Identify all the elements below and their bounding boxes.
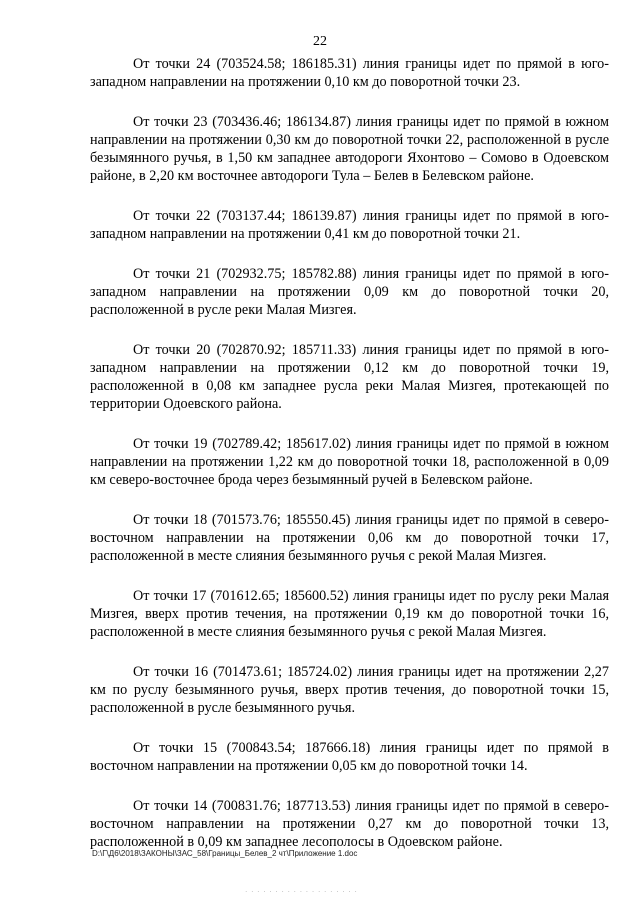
scan-artifact: · · · · · · · · · · · · · · · · · · · bbox=[245, 888, 358, 896]
paragraph: От точки 20 (702870.92; 185711.33) линия границы идет по прямой в юго-западном направлении на протяжении 0,12 км до поворотной точки 19, расположенной в 0,08 км западнее русла реки Малая Мизгея, протекающей по территории Одоевского района. bbox=[90, 342, 609, 412]
paragraph: От точки 22 (703137.44; 186139.87) линия границы идет по прямой в юго-западном направлении на протяжении 0,41 км до поворотной точки 21. bbox=[90, 208, 609, 242]
page-number: 22 bbox=[313, 34, 327, 49]
footer-file-path: D:\Г\Д6\2018\ЗАКОНЫ\ЗАС_58\Границы_Белев_2 чт\Приложение 1.doc bbox=[92, 849, 358, 858]
paragraph: От точки 21 (702932.75; 185782.88) линия границы идет по прямой в юго-западном направлении на протяжении 0,09 км до поворотной точки 20, расположенной в русле реки Малая Мизгея. bbox=[90, 266, 609, 318]
paragraph: От точки 16 (701473.61; 185724.02) линия границы идет на протяжении 2,27 км по руслу безымянного ручья, вверх против течения, до поворотной точки 15, расположенной в русле безымянного ручья. bbox=[90, 664, 609, 716]
paragraph: От точки 18 (701573.76; 185550.45) линия границы идет по прямой в северо-восточном направлении на протяжении 0,06 км до поворотной точки 17, расположенной в месте слияния безымянного ручья с рекой Малая Мизгея. bbox=[90, 512, 609, 564]
paragraph: От точки 24 (703524.58; 186185.31) линия границы идет по прямой в юго-западном направлении на протяжении 0,10 км до поворотной точки 23. bbox=[90, 56, 609, 90]
paragraph: От точки 14 (700831.76; 187713.53) линия границы идет по прямой в северо-восточном направлении на протяжении 0,27 км до поворотной точки 13, расположенной в 0,09 км западнее лесополосы в Одоевском районе. bbox=[90, 798, 609, 850]
paragraph: От точки 17 (701612.65; 185600.52) линия границы идет по руслу реки Малая Мизгея, вверх против течения, на протяжении 0,19 км до поворотной точки 16, расположенной в месте слияния безымянного ручья с рекой Малая Мизгея. bbox=[90, 588, 609, 640]
paragraph: От точки 19 (702789.42; 185617.02) линия границы идет по прямой в южном направлении на протяжении 1,22 км до поворотной точки 18, расположенной в 0,09 км северо-восточнее брода через безымянный ручей в Белевском районе. bbox=[90, 436, 609, 488]
paragraph: От точки 15 (700843.54; 187666.18) линия границы идет по прямой в восточном направлении на протяжении 0,05 км до поворотной точки 14. bbox=[90, 740, 609, 774]
paragraph: От точки 23 (703436.46; 186134.87) линия границы идет по прямой в южном направлении на протяжении 0,30 км до поворотной точки 22, расположенной в русле безымянного ручья, в 1,50 км западнее автодороги Яхонтово – Сомово в Одоевском районе, в 2,20 км восточнее автодороги Тула – Белев в Белевском районе. bbox=[90, 114, 609, 184]
document-body bbox=[90, 55, 609, 873]
